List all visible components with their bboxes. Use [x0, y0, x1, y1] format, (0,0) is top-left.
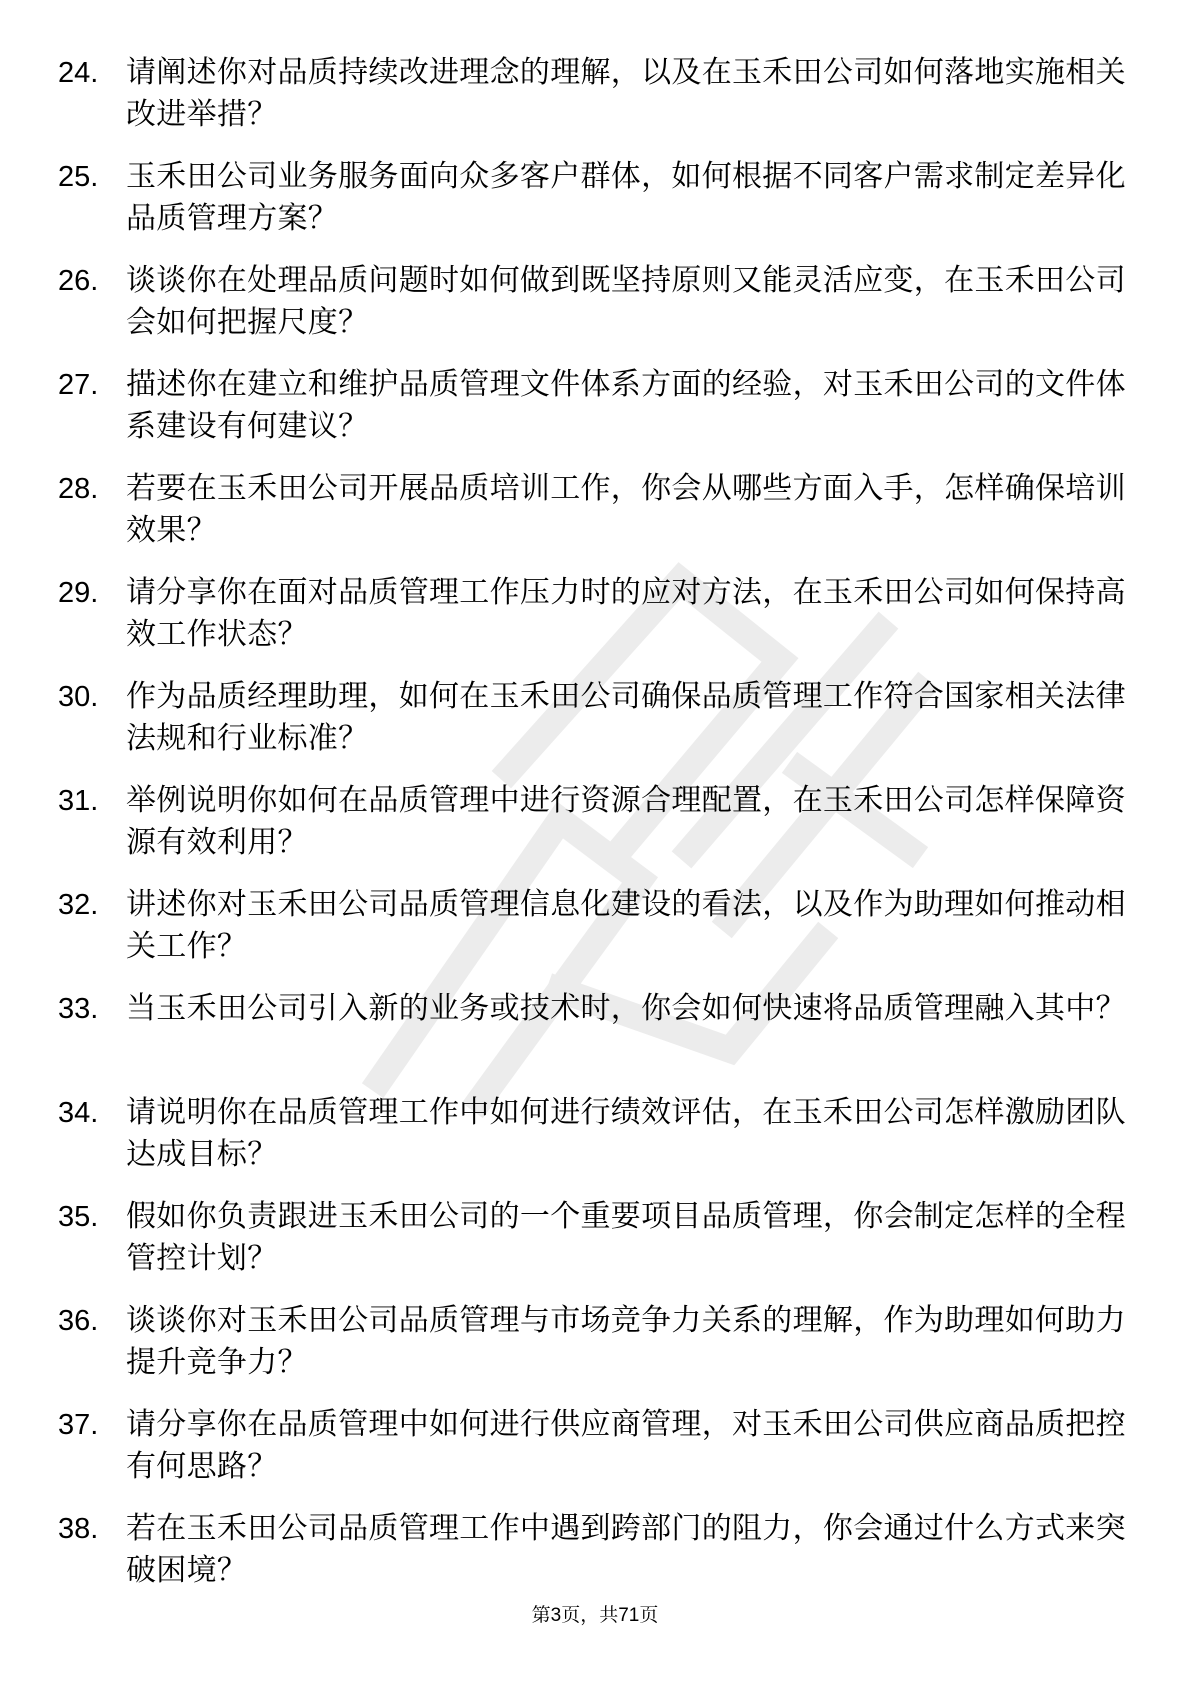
question-number: 31.: [58, 785, 99, 817]
question-item-38: [58, 1508, 1128, 1612]
question-number: 29.: [58, 577, 99, 609]
question-text: 请阐述你对品质持续改进理念的理解，以及在玉禾田公司如何落地实施相关改进举措？: [126, 55, 1126, 132]
question-text: 若要在玉禾田公司开展品质培训工作，你会从哪些方面入手，怎样确保培训效果？: [126, 471, 1126, 548]
question-item-36: [58, 1300, 1128, 1404]
question-text: 请分享你在面对品质管理工作压力时的应对方法，在玉禾田公司如何保持高效工作状态？: [126, 575, 1126, 652]
question-number: 38.: [58, 1513, 99, 1545]
question-text: 作为品质经理助理，如何在玉禾田公司确保品质管理工作符合国家相关法律法规和行业标准？: [126, 679, 1126, 756]
question-item-29: [58, 572, 1128, 676]
question-number: 34.: [58, 1097, 99, 1129]
question-number: 35.: [58, 1201, 99, 1233]
question-item-34: [58, 1092, 1128, 1196]
question-item-37: [58, 1404, 1128, 1508]
question-list: [58, 52, 1128, 1612]
question-item-32: [58, 884, 1128, 988]
question-text: 当玉禾田公司引入新的业务或技术时，你会如何快速将品质管理融入其中？: [126, 991, 1126, 1026]
question-text: 假如你负责跟进玉禾田公司的一个重要项目品质管理，你会制定怎样的全程管控计划？: [126, 1199, 1126, 1276]
question-item-27: [58, 364, 1128, 468]
question-number: 32.: [58, 889, 99, 921]
question-number: 27.: [58, 369, 99, 401]
question-item-31: [58, 780, 1128, 884]
question-number: 26.: [58, 265, 99, 297]
question-number: 24.: [58, 57, 99, 89]
question-item-30: [58, 676, 1128, 780]
question-item-33: [58, 988, 1128, 1092]
question-text: 玉禾田公司业务服务面向众多客户群体，如何根据不同客户需求制定差异化品质管理方案？: [126, 159, 1126, 236]
question-text: 请说明你在品质管理工作中如何进行绩效评估，在玉禾田公司怎样激励团队达成目标？: [126, 1095, 1126, 1172]
question-text: 谈谈你在处理品质问题时如何做到既坚持原则又能灵活应变，在玉禾田公司会如何把握尺度？: [126, 263, 1126, 340]
question-item-28: [58, 468, 1128, 572]
page-footer: 第3页，共71页: [531, 1605, 659, 1626]
question-text: 描述你在建立和维护品质管理文件体系方面的经验，对玉禾田公司的文件体系建设有何建议？: [126, 367, 1126, 444]
question-item-35: [58, 1196, 1128, 1300]
question-item-24: [58, 52, 1128, 156]
question-text: 若在玉禾田公司品质管理工作中遇到跨部门的阻力，你会通过什么方式来突破困境？: [126, 1511, 1126, 1588]
question-text: 讲述你对玉禾田公司品质管理信息化建设的看法，以及作为助理如何推动相关工作？: [126, 887, 1126, 964]
question-number: 37.: [58, 1409, 99, 1441]
question-text: 谈谈你对玉禾田公司品质管理与市场竞争力关系的理解，作为助理如何助力提升竞争力？: [126, 1303, 1126, 1380]
question-number: 36.: [58, 1305, 99, 1337]
question-number: 28.: [58, 473, 99, 505]
question-text: 请分享你在品质管理中如何进行供应商管理，对玉禾田公司供应商品质把控有何思路？: [126, 1407, 1126, 1484]
question-number: 25.: [58, 161, 99, 193]
question-item-25: [58, 156, 1128, 260]
question-number: 30.: [58, 681, 99, 713]
question-number: 33.: [58, 993, 99, 1025]
question-item-26: [58, 260, 1128, 364]
question-text: 举例说明你如何在品质管理中进行资源合理配置，在玉禾田公司怎样保障资源有效利用？: [126, 783, 1126, 860]
